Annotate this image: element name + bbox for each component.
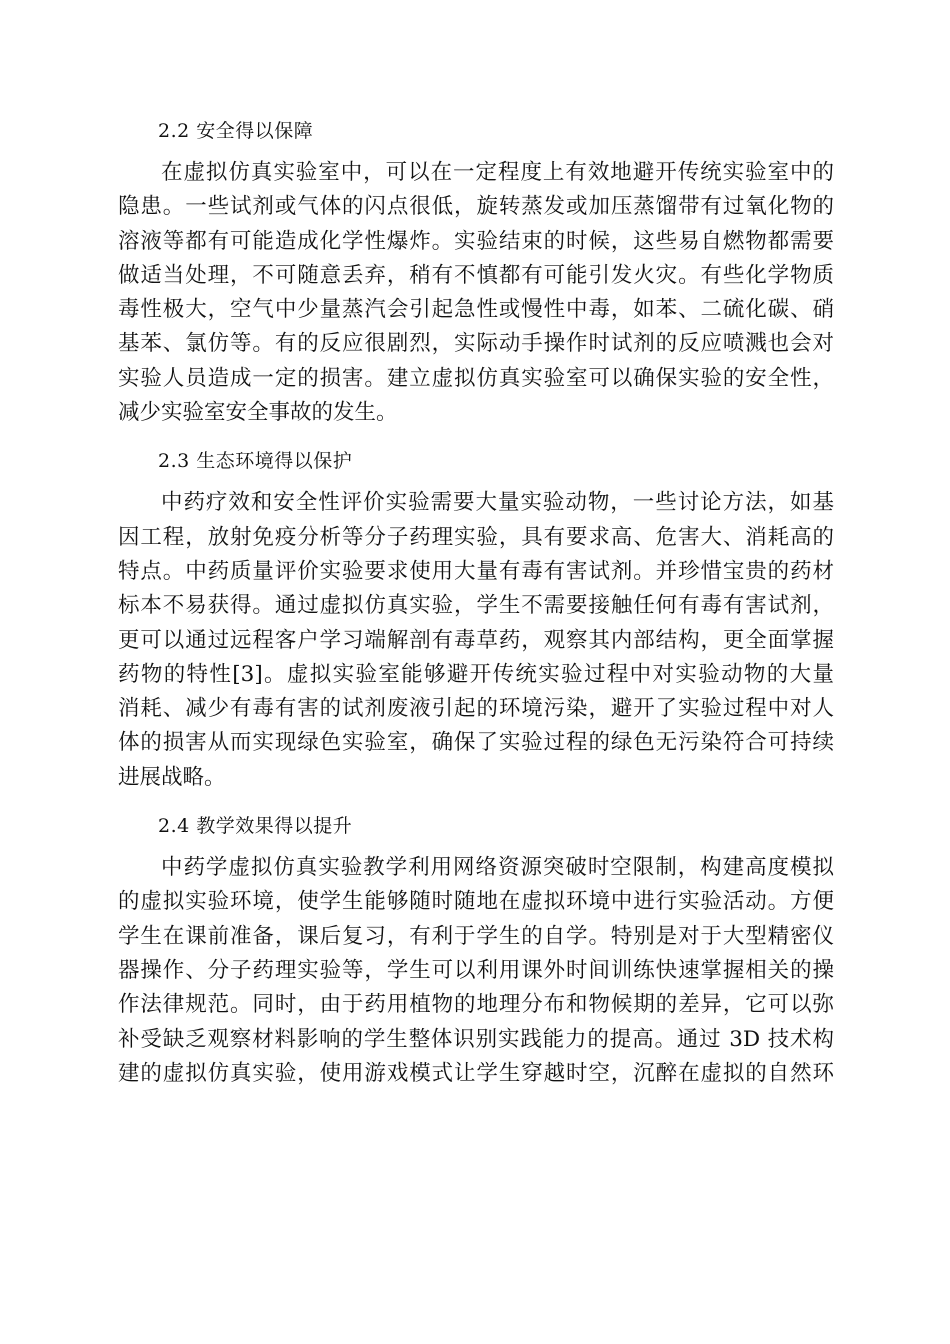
text-line: 器操作、分子药理实验等，学生可以利用课外时间训练快速掌握相关的操 — [118, 957, 834, 983]
text-line: 做适当处理，不可随意丢弃，稍有不慎都有可能引发火灾。有些化学物质 — [118, 262, 834, 288]
text-line: 体的损害从而实现绿色实验室，确保了实验过程的绿色无污染符合可持续 — [118, 730, 834, 756]
document-body — [118, 112, 834, 1103]
text-line: 补受缺乏观察材料影响的学生整体识别实践能力的提高。通过 3D 技术构 — [118, 1026, 834, 1052]
text-line: 溶液等都有可能造成化学性爆炸。实验结束的时候，这些易自燃物都需要 — [118, 228, 834, 254]
text-line: 建的虚拟仿真实验，使用游戏模式让学生穿越时空，沉醉在虚拟的自然环 — [118, 1060, 834, 1086]
text-line: 中药疗效和安全性评价实验需要大量实验动物，一些讨论方法，如基 — [161, 490, 834, 516]
section-environment — [118, 442, 834, 795]
paragraph — [118, 851, 834, 1091]
text-line: 进展战略。 — [118, 764, 226, 790]
section-heading: 2.2 安全得以保障 — [158, 120, 314, 142]
paragraph — [118, 156, 834, 430]
text-line: 隐患。一些试剂或气体的闪点很低，旋转蒸发或加压蒸馏带有过氧化物的 — [118, 194, 834, 220]
section-teaching — [118, 807, 834, 1091]
section-heading: 2.3 生态环境得以保护 — [158, 450, 353, 473]
text-line: 减少实验室安全事故的发生。 — [118, 400, 398, 426]
text-line: 实验人员造成一定的损害。建立虚拟仿真实验室可以确保实验的安全性， — [118, 365, 834, 391]
section-safety — [118, 112, 834, 430]
text-line: 毒性极大，空气中少量蒸汽会引起急性或慢性中毒，如苯、二硫化碳、硝 — [118, 297, 834, 323]
text-line: 消耗、减少有毒有害的试剂废液引起的环境污染，避开了实验过程中对人 — [118, 696, 834, 722]
text-line: 更可以通过远程客户学习端解剖有毒草药，观察其内部结构，更全面掌握 — [118, 627, 834, 653]
text-line: 中药学虚拟仿真实验教学利用网络资源突破时空限制，构建高度模拟 — [161, 855, 834, 881]
text-line: 学生在课前准备，课后复习，有利于学生的自学。特别是对于大型精密仪 — [118, 923, 834, 949]
section-heading: 2.4 教学效果得以提升 — [158, 815, 353, 838]
text-line: 标本不易获得。通过虚拟仿真实验，学生不需要接触任何有毒有害试剂， — [118, 593, 834, 619]
text-line: 药物的特性[3]。虚拟实验室能够避开传统实验过程中对实验动物的大量 — [118, 661, 834, 687]
text-line: 特点。中药质量评价实验要求使用大量有毒有害试剂。并珍惜宝贵的药材 — [118, 558, 834, 584]
text-line: 在虚拟仿真实验室中，可以在一定程度上有效地避开传统实验室中的 — [161, 160, 834, 185]
text-line: 的虚拟实验环境，使学生能够随时随地在虚拟环境中进行实验活动。方便 — [118, 889, 834, 915]
text-line: 基苯、氯仿等。有的反应很剧烈，实际动手操作时试剂的反应喷溅也会对 — [118, 331, 834, 357]
text-line: 作法律规范。同时，由于药用植物的地理分布和物候期的差异，它可以弥 — [118, 992, 834, 1018]
paragraph — [118, 486, 834, 795]
text-line: 因工程，放射免疫分析等分子药理实验，具有要求高、危害大、消耗高的 — [118, 524, 834, 550]
